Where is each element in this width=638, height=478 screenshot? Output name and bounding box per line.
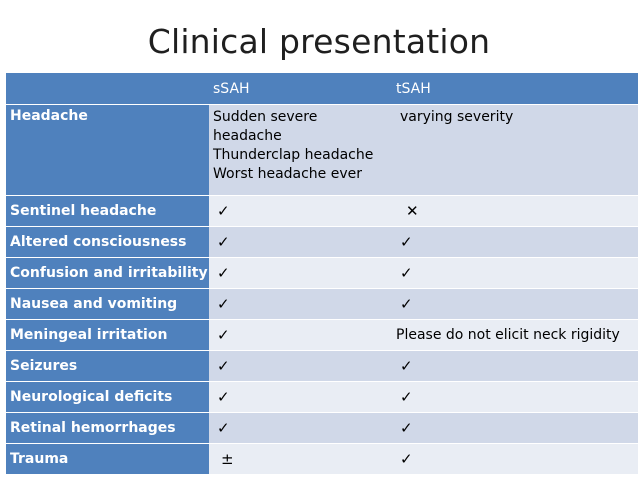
check-icon: ✓ — [217, 357, 230, 375]
ssah-check-mark — [209, 289, 392, 320]
row-label: Retinal hemorrhages — [6, 413, 209, 444]
ssah-check-mark — [209, 413, 392, 444]
table-header-row — [6, 73, 638, 105]
check-icon: ✓ — [400, 388, 413, 406]
table-row — [6, 258, 638, 289]
check-icon: ✓ — [400, 233, 413, 251]
table-row — [6, 289, 638, 320]
table-row — [6, 413, 638, 444]
tsah-text: varying severity — [400, 109, 514, 125]
tsah-cell — [392, 105, 638, 196]
table-row — [6, 444, 638, 475]
tsah-check-mark — [392, 444, 638, 475]
tsah-check-mark — [392, 289, 638, 320]
ssah-text-line: headache — [213, 128, 282, 144]
row-label: Neurological deficits — [6, 382, 209, 413]
check-icon: ✓ — [217, 326, 230, 344]
check-icon: ✓ — [400, 419, 413, 437]
check-icon: ✓ — [217, 419, 230, 437]
tsah-text: Please do not elicit neck rigidity — [396, 327, 620, 343]
ssah-check-mark — [209, 351, 392, 382]
check-icon: ✓ — [217, 388, 230, 406]
check-icon: ✓ — [217, 295, 230, 313]
row-label: Nausea and vomiting — [6, 289, 209, 320]
ssah-plusminus-mark — [209, 444, 392, 475]
check-icon: ✓ — [400, 295, 413, 313]
ssah-cell — [209, 105, 392, 196]
check-icon: ✓ — [400, 450, 413, 468]
ssah-check-mark — [209, 196, 392, 227]
check-icon: ✓ — [400, 264, 413, 282]
row-label: Altered consciousness — [6, 227, 209, 258]
row-label: Meningeal irritation — [6, 320, 209, 351]
row-label: Confusion and irritability — [6, 258, 209, 289]
header-ssah: sSAH — [209, 73, 392, 105]
cross-icon: ✕ — [406, 202, 419, 220]
check-icon: ✓ — [217, 264, 230, 282]
plus-minus-icon: ± — [221, 450, 234, 468]
row-label: Sentinel headache — [6, 196, 209, 227]
ssah-check-mark — [209, 258, 392, 289]
row-label: Seizures — [6, 351, 209, 382]
table-row — [6, 382, 638, 413]
ssah-check-mark — [209, 382, 392, 413]
tsah-check-mark — [392, 382, 638, 413]
tsah-text-cell — [392, 320, 638, 351]
table-row — [6, 105, 638, 196]
row-label: Headache — [6, 105, 209, 196]
table-row — [6, 196, 638, 227]
slide-title: Clinical presentation — [147, 22, 491, 61]
header-empty-cell — [6, 73, 209, 105]
table-row — [6, 227, 638, 258]
check-icon: ✓ — [217, 233, 230, 251]
ssah-text-line: Worst headache ever — [213, 166, 363, 182]
tsah-check-mark — [392, 227, 638, 258]
tsah-check-mark — [392, 413, 638, 444]
table-row — [6, 320, 638, 351]
ssah-check-mark — [209, 320, 392, 351]
ssah-check-mark — [209, 227, 392, 258]
header-tsah: tSAH — [392, 73, 638, 105]
tsah-cross-mark — [392, 196, 638, 227]
comparison-table — [6, 72, 638, 475]
ssah-text-line: Thunderclap headache — [213, 147, 374, 163]
check-icon: ✓ — [217, 202, 230, 220]
check-icon: ✓ — [400, 357, 413, 375]
tsah-check-mark — [392, 351, 638, 382]
tsah-check-mark — [392, 258, 638, 289]
ssah-text-line: Sudden severe — [213, 109, 318, 125]
row-label: Trauma — [6, 444, 209, 475]
table-row — [6, 351, 638, 382]
